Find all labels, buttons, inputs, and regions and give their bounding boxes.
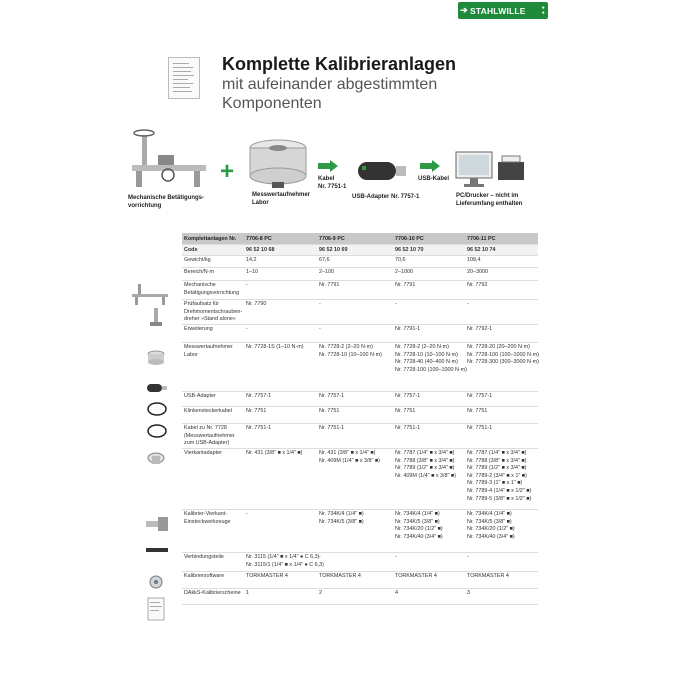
cell-line: Nr. 7728-1S (1–10 N·m)	[246, 344, 304, 350]
cell-line: Nr. 7757-1	[246, 393, 272, 399]
table-cell	[465, 300, 538, 324]
table-cell	[244, 281, 317, 299]
header-cell: 7706-10 PC	[395, 235, 424, 242]
table-row	[182, 407, 538, 424]
table-cell	[393, 281, 465, 299]
code-cell: 96 52 10 68	[246, 247, 275, 253]
row-label-cell	[182, 268, 244, 280]
table-cell	[393, 256, 465, 267]
cell-line: Erweiterung	[184, 326, 213, 332]
pc-printer-image	[454, 150, 526, 192]
cell-line: Nr. 7787 (1/4" ■ x 3/4" ■)	[467, 450, 527, 456]
transducer-caption-line-1: Messwertaufnehmer	[252, 192, 311, 198]
table-cell	[244, 325, 317, 342]
cell-line: Nr. 7728-2 (2–20 N·m)	[319, 344, 373, 350]
cell-line: Nr. 7751-1	[395, 425, 421, 431]
page-subtitle-line-1: mit aufeinander abgestimmten	[222, 76, 438, 93]
code-cell: 96 52 10 69	[319, 247, 348, 253]
cell-line: Nr. 409M (1/4" ■ x 3/8" ■)	[319, 457, 380, 464]
cell-line: Nr. 7751-1	[319, 425, 345, 431]
table-cell	[465, 343, 538, 391]
cell-line: Nr. 7788 (3/8" ■ x 3/4" ■)	[395, 457, 455, 464]
cell-line: 20–3000	[467, 269, 488, 275]
table-code-row	[182, 245, 538, 256]
insert-tool-thumbnail	[144, 515, 170, 533]
table-cell	[244, 343, 317, 391]
row-label-cell	[182, 553, 244, 571]
cell-line: 2–1000	[395, 269, 413, 275]
cell-line: Nr. 7787 (1/4" ■ x 3/4" ■)	[395, 450, 455, 456]
cell-line: Nr. 7789-4 (1/4" ■ x 1/2" ■)	[467, 487, 532, 494]
cell-line: 2	[319, 590, 322, 596]
cell-line: Nr. 7790	[246, 301, 267, 307]
table-row	[182, 268, 538, 281]
test-attachment-thumbnail	[146, 306, 166, 328]
row-label-cell	[182, 449, 244, 509]
cell-line: Betätigungsvorrichtung	[184, 289, 240, 296]
actuator-thumbnail	[130, 282, 170, 308]
cell-line: dreher »Stand alone«	[184, 316, 236, 323]
transducer-image	[246, 136, 310, 190]
cell-line: Nr. 734K/4 (1/4" ■)	[395, 511, 440, 517]
table-row	[182, 392, 538, 407]
cell-line: Nr. 7792	[467, 282, 488, 288]
table-cell	[244, 300, 317, 324]
cell-line: Kalibriersoftware	[184, 573, 225, 579]
cell-line: Nr. 7792-1	[467, 326, 493, 332]
cell-line: Nr. 734K/5 (3/8" ■)	[467, 518, 512, 525]
header-cell: Komplettanlagen Nr.	[184, 235, 237, 242]
table-cell	[393, 424, 465, 448]
cell-line: Nr. 7728-10 (10–100 N·m)	[395, 351, 458, 358]
table-cell	[465, 268, 538, 280]
table-cell	[317, 510, 393, 552]
cell-line: -	[467, 301, 469, 307]
cell-line: Verbindungsteile	[184, 554, 224, 560]
usb-adapter-thumbnail	[146, 383, 168, 393]
arrow-right-icon	[420, 160, 440, 172]
table-cell	[317, 300, 393, 324]
certificate-thumbnail	[168, 57, 200, 99]
cell-line: 4	[395, 590, 398, 596]
usb-adapter-caption-text: USB-Adapter Nr. 7757-1	[352, 194, 420, 200]
table-cell	[317, 424, 393, 448]
transducer-caption	[252, 192, 310, 207]
cell-line: Mechanische	[184, 282, 216, 288]
cell-line: 67,6	[319, 257, 330, 263]
table-body	[182, 256, 538, 605]
table-cell	[317, 325, 393, 342]
brand-logo	[458, 2, 548, 19]
cell-line: Nr. 7751	[467, 408, 488, 414]
cell-line: Nr. 734K/4 (1/4" ■)	[319, 511, 364, 517]
table-header-row	[182, 233, 538, 245]
cell-line: Nr. 734K/5 (3/8" ■)	[395, 518, 440, 525]
cell-line: -	[319, 554, 321, 560]
cell-line: DAkkS-Kalibrierscheine	[184, 590, 241, 596]
header	[222, 54, 456, 113]
cell-line: Nr. 7757-1	[395, 393, 421, 399]
pc-printer-caption-line-1: PC/Drucker – nicht im	[456, 193, 519, 199]
page-title: Komplette Kalibrieranlagen	[222, 54, 457, 74]
plus-icon: +	[220, 158, 235, 185]
cell-line: 108,4	[467, 257, 481, 263]
cell-line: Nr. 7789-2 (3/4" ■ x 1" ■)	[467, 472, 527, 479]
usb-cable-caption	[418, 176, 449, 184]
table-cell	[317, 589, 393, 604]
table-row	[182, 449, 538, 510]
cell-line: Vierkantadapter	[184, 450, 222, 456]
jack-cable-thumbnail	[146, 400, 168, 418]
cable-caption	[318, 176, 346, 191]
table-cell	[393, 572, 465, 588]
header-cell: 7706-11 PC	[467, 235, 496, 242]
cell-line: Prüfaufsatz für	[184, 301, 220, 307]
cell-line: TORKMASTER 4	[246, 573, 288, 579]
cell-line: Nr. 7751	[395, 408, 416, 414]
table-row	[182, 300, 538, 325]
cell-line: Kalibrier-Vierkant-	[184, 511, 228, 517]
table-cell	[465, 510, 538, 552]
row-label-cell	[182, 325, 244, 342]
cell-line: Nr. 7757-1	[319, 393, 345, 399]
cell-line: (Messwertaufnehmer	[184, 432, 235, 439]
table-cell	[465, 553, 538, 571]
cell-line: -	[246, 326, 248, 332]
actuator-image	[128, 125, 210, 193]
cell-line: Nr. 7751	[319, 408, 340, 414]
table-cell	[393, 268, 465, 280]
table-cell	[317, 449, 393, 509]
table-cell	[393, 392, 465, 406]
page-subtitle-line-2: Komponenten	[222, 95, 322, 112]
header-cell: 7706-8 PC	[246, 235, 272, 242]
table-cell	[244, 449, 317, 509]
cell-line: Nr. 734K/4 (1/4" ■)	[467, 511, 512, 517]
usb-cable-caption-text: USB-Kabel	[418, 176, 450, 182]
row-label-cell	[182, 424, 244, 448]
table-cell	[317, 343, 393, 391]
table-row	[182, 343, 538, 392]
cell-line: Labor	[184, 351, 198, 358]
cell-line: TORKMASTER 4	[319, 573, 361, 579]
table-cell	[317, 256, 393, 267]
table-cell	[465, 256, 538, 267]
cell-line: Nr. 431 (3/8" ■ x 1/4" ■)	[319, 450, 376, 456]
cell-line: Drehmomentschrauben-	[184, 308, 243, 315]
transducer-thumbnail	[146, 348, 166, 368]
table-cell	[244, 407, 317, 423]
row-label-cell	[182, 343, 244, 391]
table-cell	[393, 589, 465, 604]
row-label-cell	[182, 256, 244, 267]
arrow-right-icon: ➔	[460, 5, 468, 15]
table-cell	[393, 553, 465, 571]
cell-line: Nr. 3115/1 (1/4" ■ x 1/4" ● C 6,3)	[246, 561, 324, 568]
cell-line: Nr. 7791-1	[395, 326, 421, 332]
cell-line: -	[395, 301, 397, 307]
certificate-thumbnail	[146, 596, 166, 622]
cell-line: Nr. 7751-1	[467, 425, 493, 431]
actuator-caption	[128, 195, 204, 210]
table-cell	[317, 407, 393, 423]
cell-line: Nr. 734K/20 (1/2" ■)	[467, 526, 515, 533]
cable-caption-line-2: Nr. 7751-1	[318, 183, 347, 190]
table-row	[182, 572, 538, 589]
cell-line: Nr. 7757-1	[467, 393, 493, 399]
cell-line: Nr. 734K/40 (3/4" ■)	[467, 533, 515, 540]
cell-line: zum USB-Adapter)	[184, 440, 230, 447]
code-cell: 96 52 10 74	[467, 247, 496, 253]
cell-line: 14,2	[246, 257, 257, 263]
cell-line: -	[467, 554, 469, 560]
cell-line: Nr. 7728-2 (2–20 N·m)	[395, 344, 449, 350]
cell-line: Nr. 7791	[319, 282, 340, 288]
table-cell	[393, 343, 465, 391]
cell-line: Nr. 734K/40 (3/4" ■)	[395, 533, 443, 540]
cell-line: Nr. 7788 (3/8" ■ x 3/4" ■)	[467, 457, 527, 464]
table-cell	[244, 392, 317, 406]
cell-line: Nr. 734K/5 (3/8" ■)	[319, 518, 364, 525]
header-cell: 7706-9 PC	[319, 235, 345, 242]
cell-line: Bereich/N·m	[184, 269, 214, 275]
table-cell	[393, 449, 465, 509]
cell-line: TORKMASTER 4	[467, 573, 509, 579]
table-cell	[465, 572, 538, 588]
table-cell	[244, 572, 317, 588]
cell-line: -	[319, 326, 321, 332]
cell-line: 1–10	[246, 269, 258, 275]
cell-line: USB-Adapter	[184, 393, 216, 399]
table-row	[182, 281, 538, 300]
cell-line: Nr. 409M (1/4" ■ x 3/8" ■)	[395, 472, 456, 479]
cell-line: Nr. 7789 (1/2" ■ x 3/4" ■)	[395, 465, 455, 472]
table-row	[182, 589, 538, 605]
cell-line: Klinkensteckerkabel	[184, 408, 232, 414]
table-cell	[393, 510, 465, 552]
table-cell	[393, 300, 465, 324]
table-cell	[317, 281, 393, 299]
row-label-cell	[182, 392, 244, 406]
cell-line: Nr. 7728-20 (20–200 N·m)	[467, 344, 530, 350]
cell-line: Nr. 3115 (1/4" ■ x 1/4" ● C 6,3)	[246, 554, 320, 560]
row-label-cell	[182, 300, 244, 324]
brand-logo-text: STAHLWILLE	[470, 5, 526, 16]
row-label-cell	[182, 407, 244, 423]
cell-line: Nr. 734K/20 (1/2" ■)	[395, 526, 443, 533]
cable-caption-line-1: Kabel	[318, 176, 335, 182]
table-row	[182, 510, 538, 553]
table-cell	[317, 392, 393, 406]
cell-line: Nr. 7728-100 (100–1000 N·m)	[395, 366, 467, 373]
cell-line: Nr. 7728-100 (100–1000 N·m)	[467, 351, 539, 358]
table-cell	[317, 268, 393, 280]
table-cell	[244, 553, 324, 571]
cell-line: Nr. 7791	[395, 282, 416, 288]
cell-line: 1	[246, 590, 249, 596]
cell-line: Nr. 431 (3/8" ■ x 1/4" ■)	[246, 450, 303, 456]
arrow-right-icon	[318, 160, 338, 172]
table-row	[182, 256, 538, 268]
cell-line: Messwertaufnehmer	[184, 344, 233, 350]
cell-line: Nr. 7789-5 (3/8" ■ x 1/2" ■)	[467, 495, 532, 502]
cell-line: Einsteckwerkzeuge	[184, 518, 231, 525]
cell-line: 70,6	[395, 257, 406, 263]
actuator-caption-line-1: Mechanische Betätigungs-	[128, 195, 205, 201]
table-cell	[465, 449, 538, 509]
usb-adapter-caption	[352, 194, 419, 202]
table-cell	[317, 572, 393, 588]
cell-line: Nr. 7789-3 (1" ■ x 1" ■)	[467, 480, 523, 487]
table-cell	[317, 553, 393, 571]
table-cell	[465, 407, 538, 423]
cell-line: Nr. 7728-300 (300–3000 N·m)	[467, 359, 539, 366]
table-cell	[244, 589, 317, 604]
table-cell	[244, 510, 317, 552]
cell-line: TORKMASTER 4	[395, 573, 437, 579]
cell-line: Nr. 7728-40 (40–400 N·m)	[395, 359, 458, 366]
cell-line: Gewicht/kg	[184, 257, 211, 263]
table-cell	[393, 325, 465, 342]
actuator-caption-line-2: vorrichtung	[128, 202, 162, 209]
dots-icon: ● ●	[541, 4, 545, 16]
cell-line: -	[395, 554, 397, 560]
table-cell	[244, 256, 317, 267]
row-label-cell	[182, 589, 244, 604]
table-cell	[393, 407, 465, 423]
row-label-cell	[182, 510, 244, 552]
table-cell	[465, 424, 538, 448]
cell-line: Nr. 7751	[246, 408, 267, 414]
pc-printer-caption	[456, 193, 522, 208]
table-row	[182, 424, 538, 449]
software-thumbnail	[146, 574, 166, 590]
code-cell: Code	[184, 247, 198, 253]
transducer-cable-thumbnail	[146, 422, 168, 440]
cell-line: Nr. 7789 (1/2" ■ x 3/4" ■)	[467, 465, 527, 472]
cell-line: 2–100	[319, 269, 334, 275]
table-cell	[465, 281, 538, 299]
connector-thumbnail	[144, 545, 170, 555]
pc-printer-caption-line-2: Lieferumfang enthalten	[456, 200, 523, 207]
table-cell	[465, 589, 538, 604]
cell-line: 3	[467, 590, 470, 596]
cell-line: -	[246, 511, 248, 517]
cell-line: Nr. 7751-1	[246, 425, 272, 431]
square-adapter-thumbnail	[146, 451, 166, 469]
table-row	[182, 325, 538, 343]
cell-line: -	[246, 282, 248, 288]
table-cell	[244, 268, 317, 280]
spec-table	[182, 233, 538, 605]
cell-line: -	[319, 301, 321, 307]
table-cell	[244, 424, 317, 448]
usb-adapter-image	[356, 156, 408, 184]
row-label-cell	[182, 281, 244, 299]
cell-line: Kabel zu Nr. 7728	[184, 425, 227, 431]
table-cell	[465, 392, 538, 406]
cell-line: Nr. 7728-10 (10–100 N·m)	[319, 351, 382, 358]
row-label-cell	[182, 572, 244, 588]
transducer-caption-line-2: Labor	[252, 199, 269, 206]
code-cell: 96 52 10 70	[395, 247, 424, 253]
table-cell	[465, 325, 538, 342]
table-row	[182, 553, 538, 572]
